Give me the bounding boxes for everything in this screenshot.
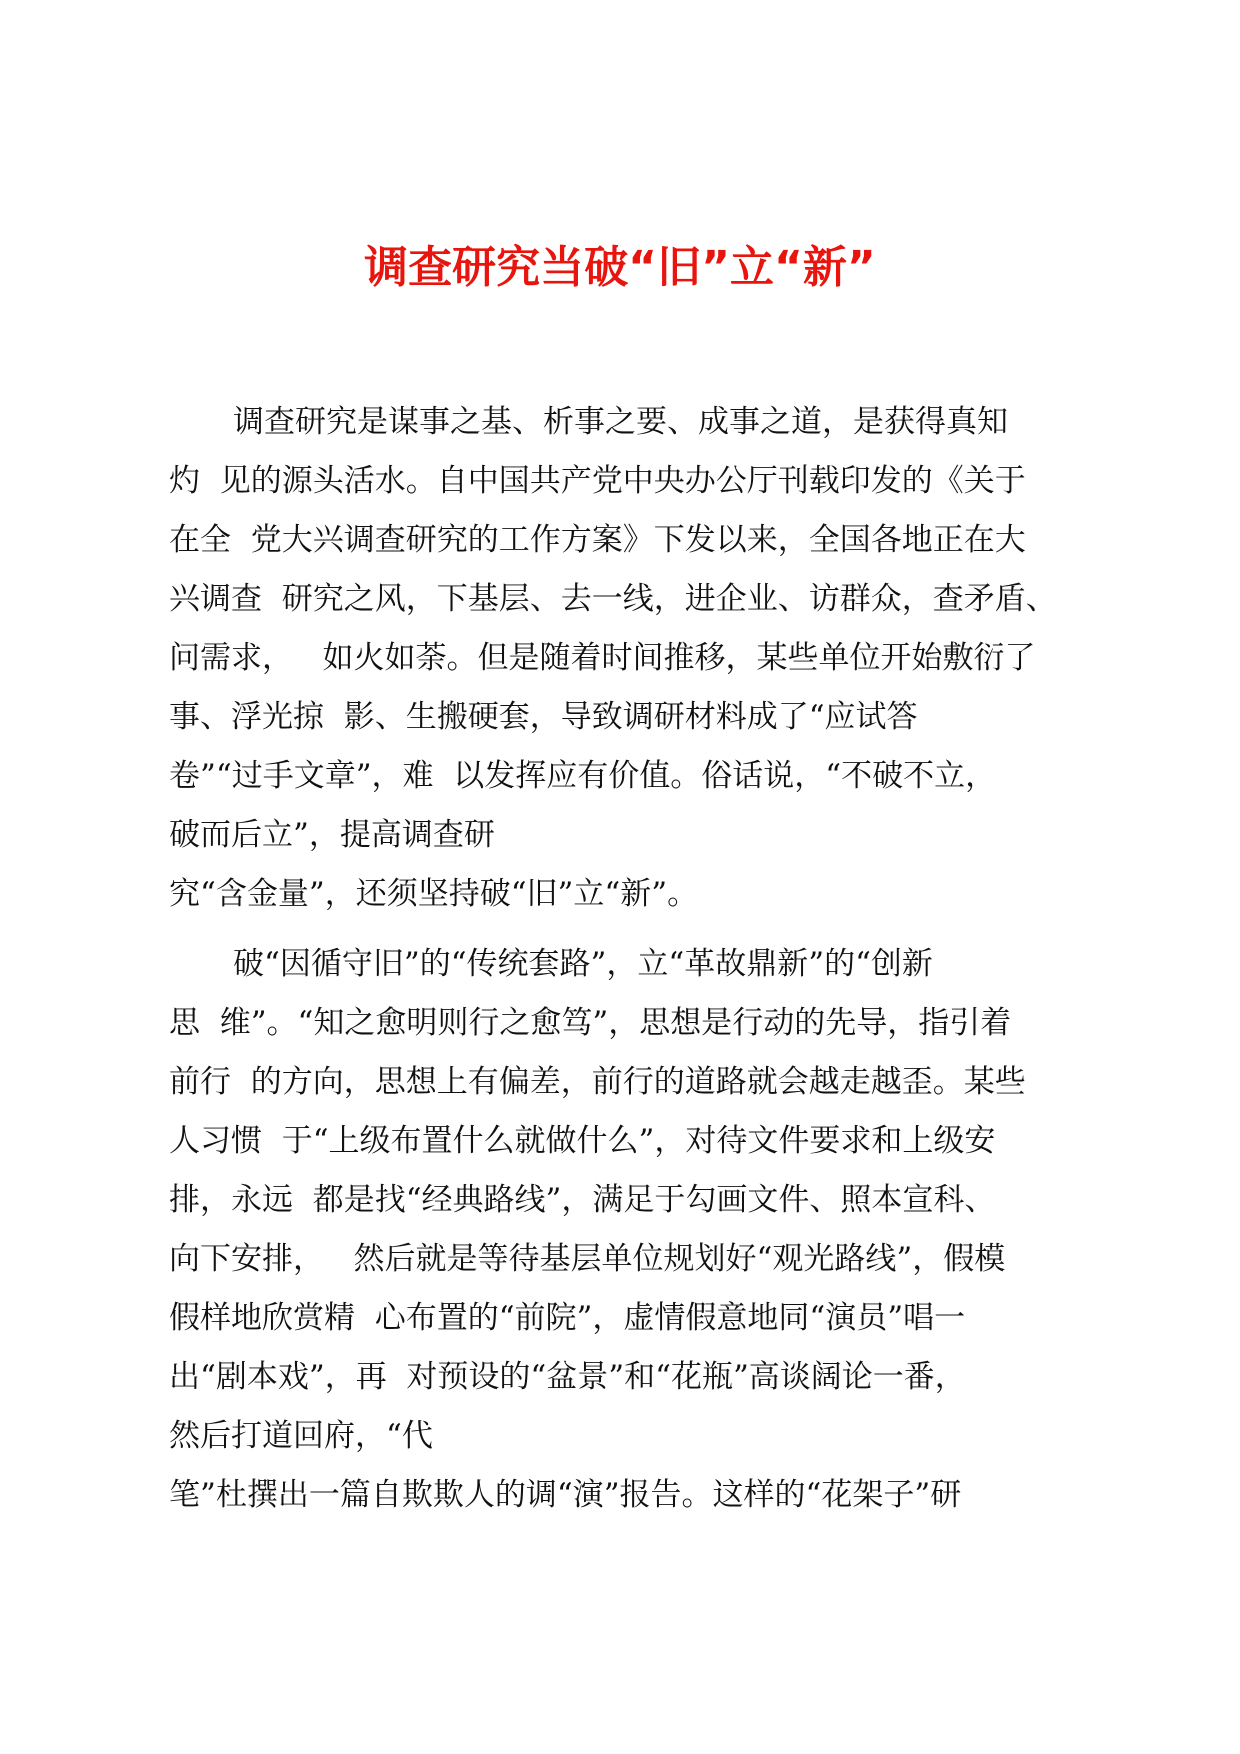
paragraph-1-line: 事、浮光掠 影、生搬硬套，导致调研材料成了“应试答 xyxy=(169,699,918,735)
paragraph-2-line: 前行 的方向，思想上有偏差，前行的道路就会越走越歪。某些 xyxy=(169,1064,1026,1100)
paragraph-2-line: 假样地欣赏精 心布置的“前院”，虚情假意地同“演员”唱一 xyxy=(169,1300,966,1336)
paragraph-2-line: 出“剧本戏”，再 对预设的“盆景”和“花瓶”高谈阔论一番， xyxy=(169,1359,966,1395)
paragraph-1-line: 兴调查 研究之风，下基层、去一线，进企业、访群众，查矛盾、 xyxy=(169,581,1057,617)
paragraph-1-line: 灼 见的源头活水。自中国共产党中央办公厅刊载印发的《关于 xyxy=(169,463,1026,499)
paragraph-2-line: 思 维”。“知之愈明则行之愈笃”，思想是行动的先导，指引着 xyxy=(169,1005,1012,1041)
paragraph-1-line: 在全 党大兴调查研究的工作方案》下发以来，全国各地正在大 xyxy=(169,522,1026,558)
paragraph-2-line: 笔”杜撰出一篇自欺欺人的调“演”报告。这样的“花架子”研 xyxy=(169,1477,962,1513)
paragraph-1-line: 究“含金量”，还须坚持破“旧”立“新”。 xyxy=(169,876,699,912)
paragraph-2-line: 向下安排， 然后就是等待基层单位规划好“观光路线”，假模 xyxy=(169,1241,1006,1277)
paragraph-1-line: 问需求， 如火如荼。但是随着时间推移，某些单位开始敷衍了 xyxy=(169,640,1036,676)
paragraph-2-line: 然后打道回府，“代 xyxy=(169,1418,433,1454)
paragraph-2-line: 排，永远 都是找“经典路线”，满足于勾画文件、照本宣科、 xyxy=(169,1182,996,1218)
paragraph-1-line: 调查研究是谋事之基、析事之要、成事之道，是获得真知 xyxy=(233,404,1008,440)
paragraph-2-line: 破“因循守旧”的“传统套路”，立“革故鼎新”的“创新 xyxy=(233,946,933,982)
paragraph-1-line: 卷”“过手文章”，难 以发挥应有价值。俗话说，“不破不立， xyxy=(169,758,997,794)
document-title: 调查研究当破“旧”立“新” xyxy=(364,242,876,293)
paragraph-1-line: 破而后立”，提高调查研 xyxy=(169,817,495,853)
paragraph-2-line: 人习惯 于“上级布置什么就做什么”，对待文件要求和上级安 xyxy=(169,1123,996,1159)
